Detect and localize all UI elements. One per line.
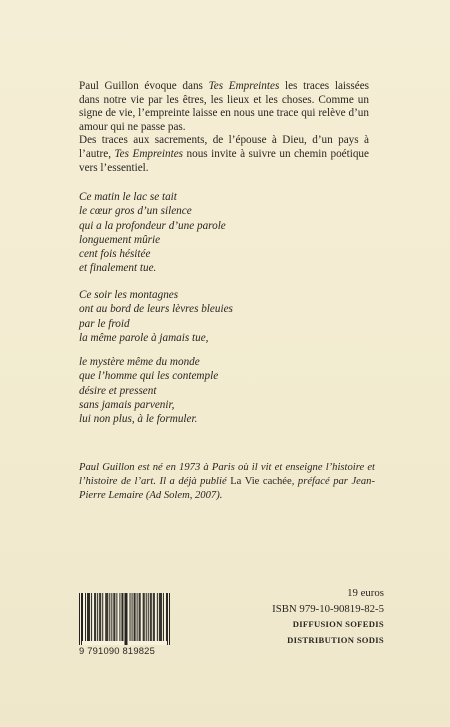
barcode-bar (163, 593, 164, 641)
barcode-bar (95, 593, 96, 641)
barcode-bar (97, 593, 98, 641)
price-block (272, 586, 384, 648)
poem-line: que l’homme qui les contemple (79, 370, 219, 383)
poem-line: par le froid (79, 317, 130, 330)
barcode-bar (94, 593, 95, 641)
barcode-bar (135, 593, 136, 641)
barcode-bar (160, 593, 161, 641)
poem-line: lui non plus, à le formuler. (79, 413, 198, 426)
barcode-bar (114, 593, 115, 641)
barcode-bar (139, 593, 140, 641)
barcode-bar (125, 593, 126, 645)
barcode-number: 9 791090 819825 (79, 645, 155, 656)
barcode-bar (91, 593, 92, 641)
poem-line: et finalement tue. (79, 262, 157, 275)
isbn: ISBN 979-10-90819-82-5 (272, 602, 384, 615)
intro-text (79, 80, 369, 175)
barcode-bar (116, 593, 117, 641)
barcode-bar (144, 593, 145, 641)
barcode-bar (79, 593, 80, 645)
poem-line: le cœur gros d’un silence (79, 205, 192, 218)
barcode-bar (121, 593, 122, 641)
distribution-label: DISTRIBUTION SODIS (287, 634, 384, 645)
barcode-bar (113, 593, 114, 641)
poem-line: qui a la profondeur d’une parole (79, 219, 226, 232)
barcode (79, 593, 170, 645)
poem-line: désire et pressent (79, 384, 157, 397)
poem-line: Ce matin le lac se tait (79, 191, 177, 203)
barcode-bar (85, 593, 86, 641)
barcode-bar (153, 593, 154, 641)
barcode-bar (146, 593, 147, 641)
barcode-bar (89, 593, 90, 641)
barcode-bar (157, 593, 158, 641)
poem-line: ont au bord de leurs lèvres bleuies (79, 303, 233, 316)
barcode-bar (107, 593, 108, 641)
poem-line: longuement mûrie (79, 233, 161, 246)
intro-paragraph-2: Des traces aux sacrements, de l’épouse à Dieu, d’un pays à l’autre, Tes Empreintes nous invite à suivre un chemin poétique vers l’essentiel. (79, 134, 369, 174)
barcode-bar (87, 593, 88, 641)
barcode-bar (119, 593, 120, 641)
author-bio: Paul Guillon est né en 1973 à Paris où il vit et enseigne l’histoire et l’histoire de l’art. Il a déjà publié La Vie cachée, préfacé par Jean-Pierre Lemaire (Ad Solem, 2007). (79, 462, 375, 502)
diffusion-label: DIFFUSION SOFEDIS (292, 619, 384, 629)
barcode-bar (137, 593, 138, 641)
poem-line: sans jamais parvenir, (79, 398, 175, 411)
barcode-bar (167, 593, 168, 645)
price: 19 euros (347, 587, 384, 599)
poem-line: cent fois hésitée (79, 248, 151, 261)
barcode-bar (130, 593, 131, 641)
barcode-bar (161, 593, 162, 641)
book-title: Tes Empreintes (208, 80, 280, 92)
barcode-bar (154, 593, 155, 641)
barcode-bar (111, 593, 112, 641)
barcode-bar (132, 593, 133, 641)
barcode-bar (102, 593, 103, 641)
barcode-bar (88, 593, 89, 641)
poem-stanza-3 (79, 355, 379, 426)
barcode-bar (134, 593, 135, 641)
poem-line: le mystère même du monde (79, 356, 200, 368)
barcode-bar (99, 593, 100, 641)
intro-paragraph-1: Paul Guillon évoque dans Tes Empreintes les traces laissées dans notre vie par les êtres, les lieux et les choses. Comme un signe de vie, l’empreinte laisse en nous une trace qui relève d’un amour qui ne passe pas. (79, 80, 370, 133)
barcode-bar (82, 593, 83, 641)
barcode-bar (140, 593, 141, 641)
barcode-bar (169, 593, 170, 645)
barcode-bar (166, 593, 167, 641)
barcode-bar (122, 593, 123, 641)
book-title: Tes Empreintes (114, 147, 184, 160)
poem-line: Ce soir les montagnes (79, 289, 179, 301)
barcode-bar (148, 593, 149, 641)
barcode-bar (159, 593, 160, 641)
poem-stanza-1 (79, 190, 379, 276)
barcode-bar (81, 593, 82, 645)
barcode-bar (100, 593, 101, 641)
barcode-bar (151, 593, 152, 641)
barcode-bar (106, 593, 107, 641)
poem-line: la même parole à jamais tue, (79, 331, 209, 344)
barcode-bar (105, 593, 106, 641)
barcode-bar (150, 593, 151, 641)
barcode-bar (126, 593, 127, 645)
poem-stanza-2 (79, 288, 379, 345)
previous-book-title: La Vie cachée (230, 476, 292, 488)
barcode-bar (127, 593, 128, 645)
barcode-bar (143, 593, 144, 641)
barcode-bar (109, 593, 110, 641)
barcode-icon (79, 593, 170, 645)
